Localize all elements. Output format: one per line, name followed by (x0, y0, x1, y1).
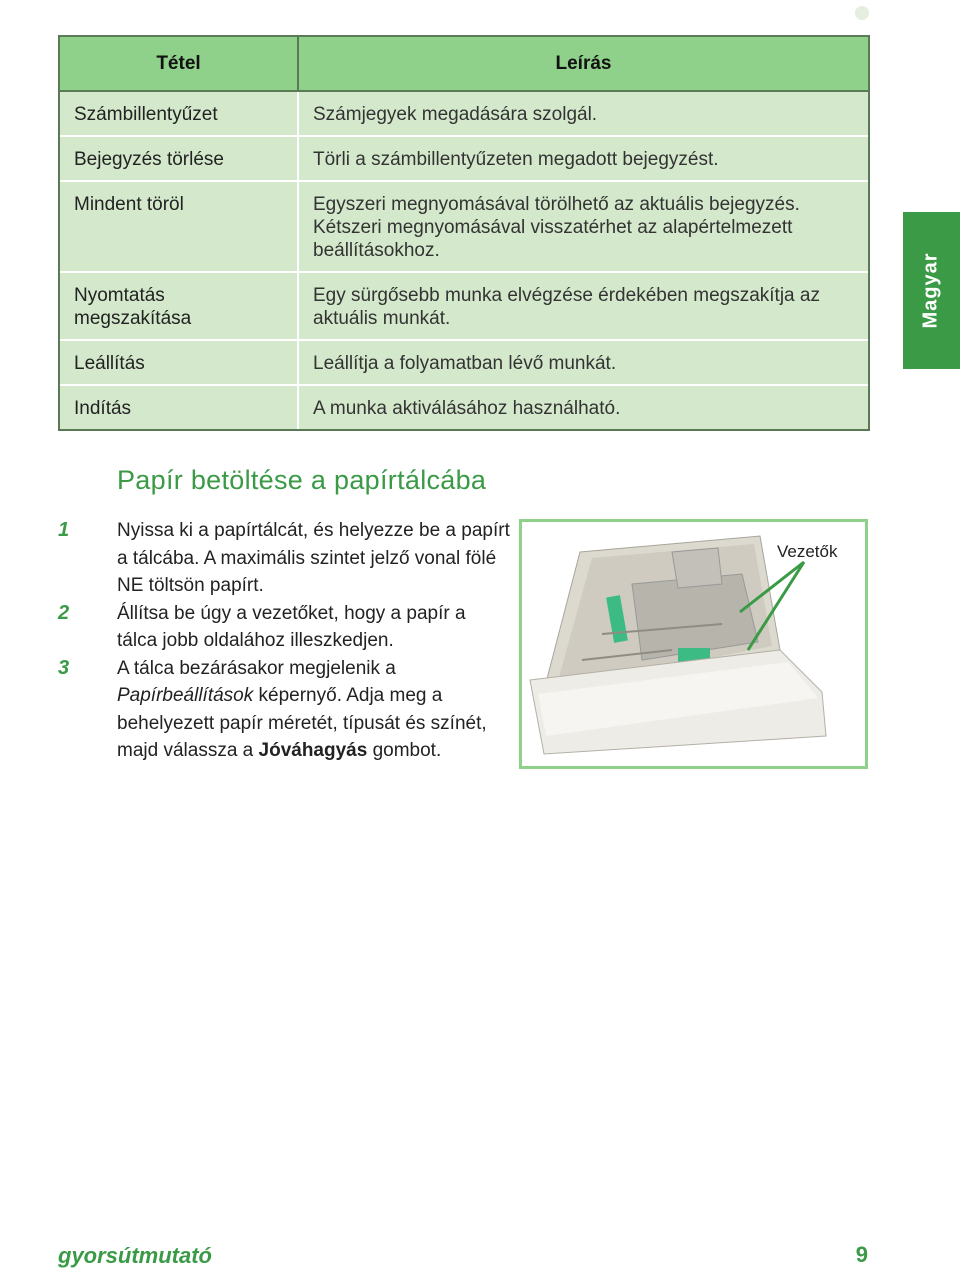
header-description: Leírás (298, 36, 869, 91)
row-description: Törli a számbillentyűzeten megadott bejegyzést. (298, 136, 869, 181)
language-tab-label: Magyar (920, 252, 942, 329)
row-item: Mindent töröl (59, 181, 298, 272)
step-text: Nyissa ki a papírtálcát, és helyezze be a papírt a tálcába. A maximális szintet jelző vonal fölé NE töltsön papírt. (117, 520, 510, 596)
screen-name: Papírbeállítások (117, 685, 254, 706)
step-1 (58, 517, 510, 600)
step-3 (58, 655, 510, 765)
step-text-middle: képernyő. Adja meg a behelyezett papír méretét, típusát és színét, majd válassza a (117, 685, 487, 761)
step-number: 2 (58, 601, 70, 624)
table-row (59, 385, 869, 430)
row-item: Leállítás (59, 340, 298, 385)
row-description: Egyszeri megnyomásával törölhető az aktuális bejegyzés. Kétszeri megnyomásával visszatérhet az alapértelmezett beállításokhoz. (298, 181, 869, 272)
table-row (59, 91, 869, 136)
row-description: Számjegyek megadására szolgál. (298, 91, 869, 136)
step-text-start: A tálca bezárásakor megjelenik a (117, 657, 396, 679)
function-table (58, 35, 870, 431)
table-row (59, 340, 869, 385)
table-row (59, 136, 869, 181)
page-number: 9 (855, 1242, 868, 1267)
row-item: Számbillentyűzet (59, 91, 298, 136)
paper-tray-figure (519, 519, 868, 769)
row-description: A munka aktiválásához használható. (298, 385, 869, 430)
row-description: Egy sürgősebb munka elvégzése érdekében megszakítja az aktuális munkát. (298, 272, 869, 340)
table-row (59, 272, 869, 340)
confirm-button-name: Jóváhagyás (258, 740, 368, 761)
language-tab (903, 212, 960, 369)
step-text-end: gombot. (367, 740, 442, 761)
step-number: 3 (58, 656, 70, 679)
row-description: Leállítja a folyamatban lévő munkát. (298, 340, 869, 385)
table-header-row (59, 36, 869, 91)
section-title: Papír betöltése a papírtálcába (117, 465, 487, 495)
step-2 (58, 600, 510, 655)
footer-title: gyorsútmutató (58, 1243, 212, 1268)
guides-label: Vezetők (777, 542, 838, 561)
header-item: Tétel (59, 36, 298, 91)
row-item: Indítás (59, 385, 298, 430)
table-row (59, 181, 869, 272)
row-item: Bejegyzés törlése (59, 136, 298, 181)
corner-dot (855, 6, 869, 20)
step-number: 1 (58, 519, 70, 541)
step-text: Állítsa be úgy a vezetőket, hogy a papír a tálca jobb oldalához illeszkedjen. (117, 602, 466, 651)
step-list (58, 517, 510, 765)
row-item: Nyomtatás megszakítása (59, 272, 298, 340)
